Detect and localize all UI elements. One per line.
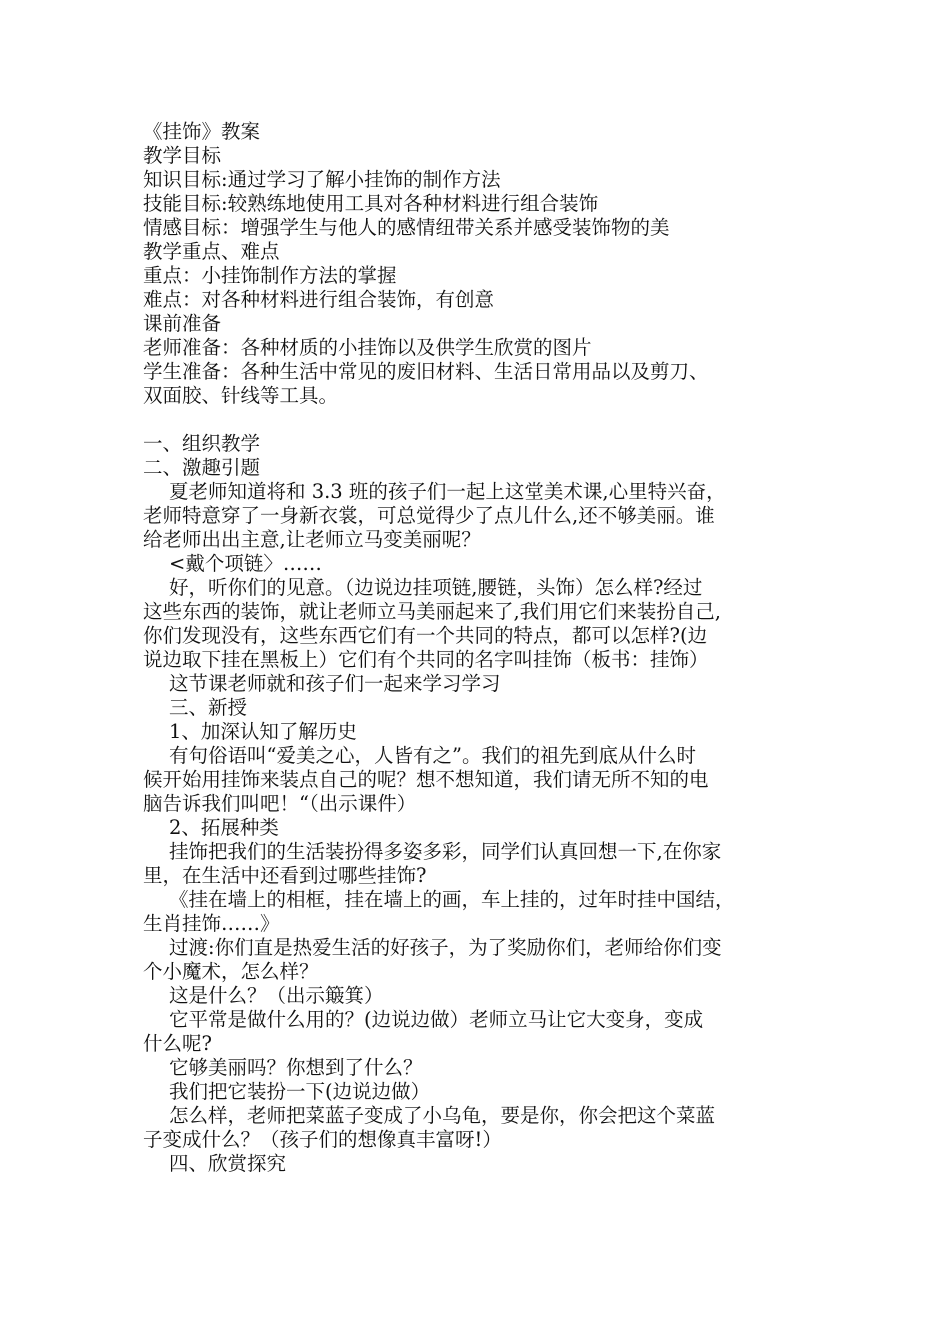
paragraph-line: 子变成什么？（孩子们的想像真丰富呀!） <box>143 1128 502 1151</box>
blank-line <box>143 408 823 432</box>
paragraph-line: 夏老师知道将和 3.3 班的孩子们一起上这堂美术课,心里特兴奋， <box>169 480 726 503</box>
section-new-lesson: 三、新授 <box>169 696 248 719</box>
teacher-preparation: 老师准备：各种材质的小挂饰以及供学生欣赏的图片 <box>143 336 592 359</box>
paragraph-line: 老师特意穿了一身新衣裳，可总觉得少了点儿什么,还不够美丽。谁 <box>143 504 715 527</box>
student-preparation-cont: 双面胶、针线等工具。 <box>143 384 339 407</box>
paragraph-line: <戴个项链〉…… <box>169 552 322 575</box>
paragraph-line: 脑告诉我们叫吧！“（出示课件） <box>143 792 417 815</box>
section-organize: 一、组织教学 <box>143 432 261 455</box>
paragraph-line: 什么呢? <box>143 1032 212 1055</box>
lesson-plan-document <box>143 120 823 1176</box>
paragraph-line: 个小魔术，怎么样？ <box>143 960 319 983</box>
paragraph-line: 这节课老师就和孩子们一起来学习学习 <box>169 672 501 695</box>
paragraph-line: 《挂在墙上的相框，挂在墙上的画，车上挂的，过年时挂中国结， <box>169 888 735 911</box>
paragraph-line: 给老师出出主意,让老师立马变美丽呢？ <box>143 528 481 551</box>
paragraph-line: 它够美丽吗？你想到了什么？ <box>169 1056 423 1079</box>
paragraph-line: 好，听你们的见意。（边说边挂项链,腰链，头饰）怎么样?经过 <box>169 576 703 599</box>
paragraph-line: 说边取下挂在黑板上）它们有个共同的名字叫挂饰（板书：挂饰） <box>143 648 709 671</box>
heading-key-difficult-points: 教学重点、难点 <box>143 240 280 263</box>
subsection-history: 1、加深认知了解历史 <box>169 720 357 743</box>
paragraph-line: 过渡:你们直是热爱生活的好孩子，为了奖励你们，老师给你们变 <box>169 936 722 959</box>
paragraph-line: 怎么样，老师把菜蓝子变成了小乌龟，要是你，你会把这个菜蓝 <box>169 1104 716 1127</box>
heading-teaching-goals: 教学目标 <box>143 144 222 167</box>
paragraph-line: 挂饰把我们的生活装扮得多姿多彩，同学们认真回想一下,在你家 <box>169 840 722 863</box>
section-introduction: 二、激趣引题 <box>143 456 261 479</box>
heading-preparation: 课前准备 <box>143 312 222 335</box>
section-appreciation: 四、欣赏探究 <box>169 1152 287 1175</box>
goal-knowledge: 知识目标:通过学习了解小挂饰的制作方法 <box>143 168 501 191</box>
document-title: 《挂饰》教案 <box>143 120 261 143</box>
subsection-types: 2、拓展种类 <box>169 816 279 839</box>
paragraph-line: 我们把它装扮一下(边说边做） <box>169 1080 431 1103</box>
student-preparation: 学生准备：各种生活中常见的废旧材料、生活日常用品以及剪刀、 <box>143 360 709 383</box>
paragraph-line: 它平常是做什么用的？(边说边做）老师立马让它大变身，变成 <box>169 1008 704 1031</box>
key-point: 重点：小挂饰制作方法的掌握 <box>143 264 397 287</box>
paragraph-line: 这些东西的装饰，就让老师立马美丽起来了,我们用它们来装扮自己, <box>143 600 721 623</box>
paragraph-line: 你们发现没有，这些东西它们有一个共同的特点，都可以怎样?(边 <box>143 624 708 647</box>
paragraph-line: 生肖挂饰……》 <box>143 912 280 935</box>
paragraph-line: 候开始用挂饰来装点自己的呢？想不想知道，我们请无所不知的电 <box>143 768 709 791</box>
goal-emotion: 情感目标：增强学生与他人的感情纽带关系并感受装饰物的美 <box>143 216 670 239</box>
paragraph-line: 有句俗语叫“爱美之心，人皆有之”。我们的祖先到底从什么时 <box>169 744 696 767</box>
paragraph-line: 里，在生活中还看到过哪些挂饰? <box>143 864 427 887</box>
difficult-point: 难点：对各种材料进行组合装饰，有创意 <box>143 288 495 311</box>
goal-skill: 技能目标:较熟练地使用工具对各种材料进行组合装饰 <box>143 192 599 215</box>
paragraph-line: 这是什么？（出示簸箕） <box>169 984 384 1007</box>
